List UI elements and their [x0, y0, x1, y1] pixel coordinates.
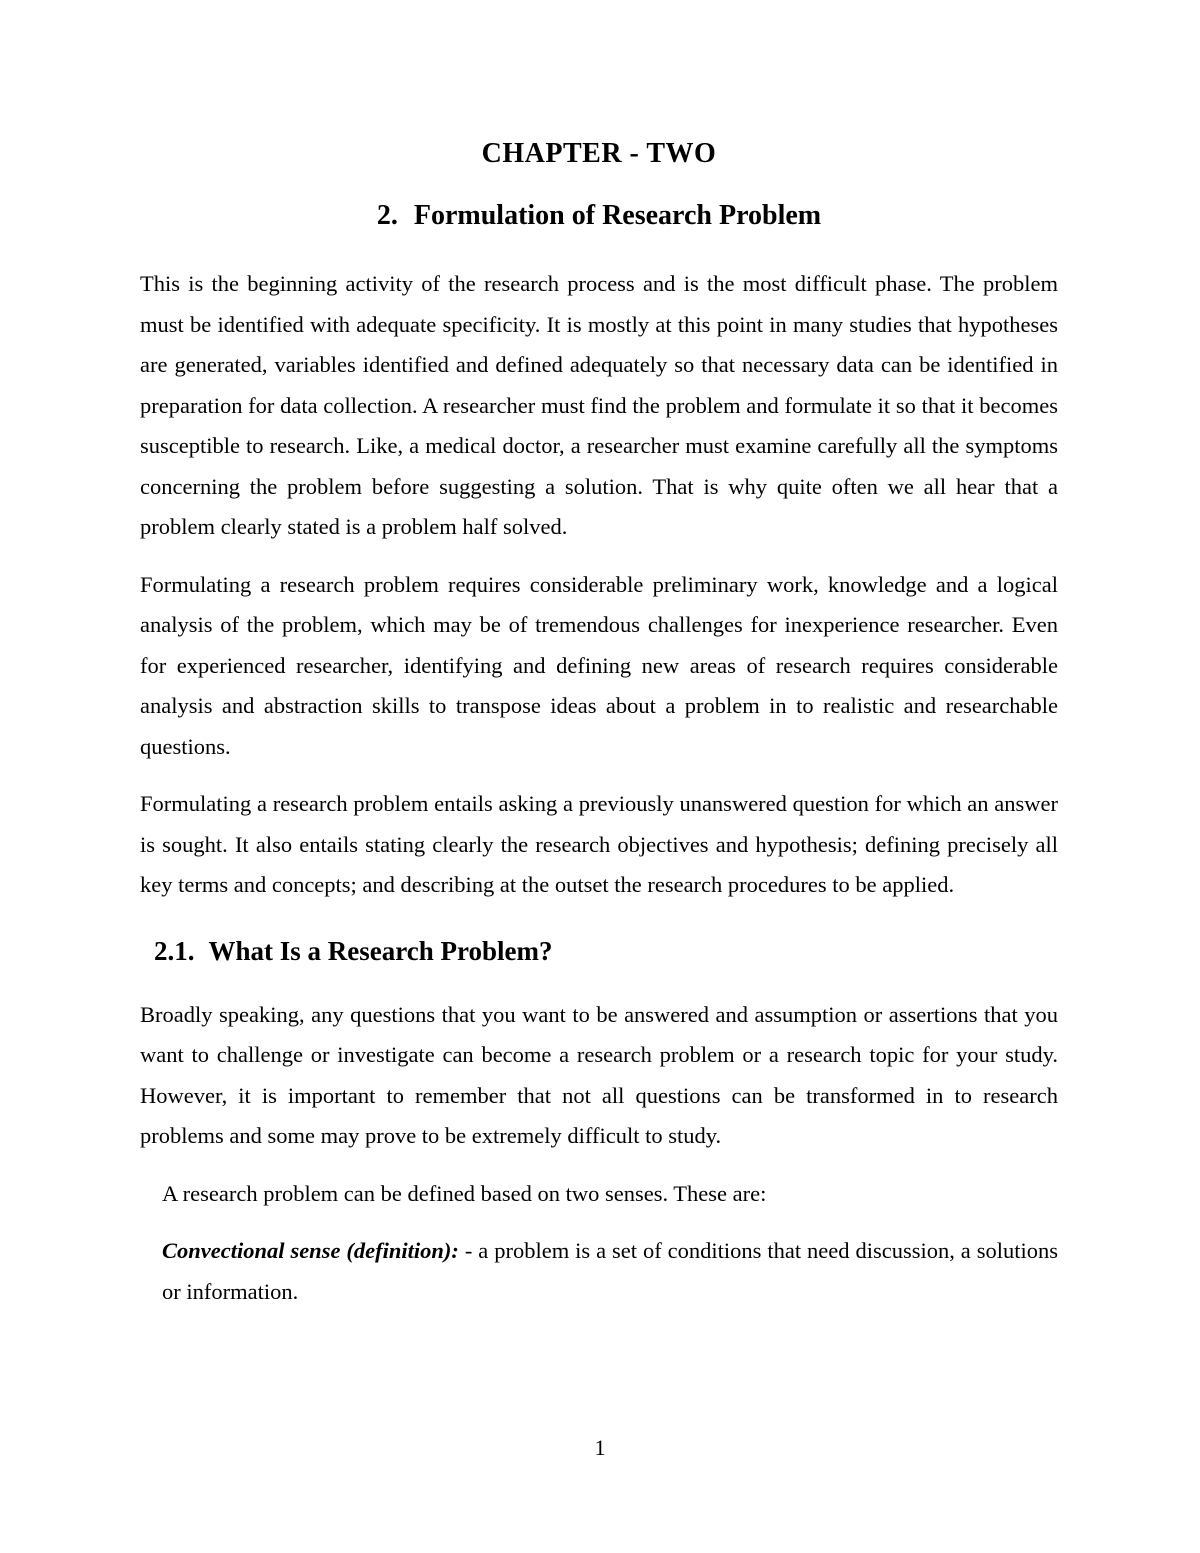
section-title: Formulation of Research Problem: [413, 200, 822, 231]
definition-term: Convectional sense (definition):: [162, 1238, 459, 1263]
section-number: 2.: [376, 200, 398, 231]
paragraph-formulating-requires: Formulating a research problem requires considerable preliminary work, knowledge and a logical analysis of the problem, which may be of tremendous challenges for inexperience researcher. Even for experienced researcher, identifying and defining new areas of research requires considerable analysis and abstraction skills to transpose ideas about a problem in to realistic and researchable questions.: [140, 571, 1058, 759]
paragraph-broadly-speaking: Broadly speaking, any questions that you want to be answered and assumption or assertions that you want to challenge or investigate can become a research problem or a research topic for your study. However, it is important to remember that not all questions can be transformed in to research problems and some may prove to be extremely difficult to study.: [140, 1001, 1058, 1148]
chapter-heading: CHAPTER - TWO: [481, 138, 717, 169]
subsection-heading: [140, 936, 1058, 967]
page-number: 1: [594, 1435, 606, 1460]
definition-text: - a problem is a set of conditions that need discussion, a solutions or information.: [162, 1238, 1058, 1304]
definition-paragraph: [162, 1231, 1058, 1312]
paragraph-intro: This is the beginning activity of the research process and is the most difficult phase. The problem must be identified with adequate specificity. It is mostly at this point in many studies that hypotheses are generated, variables identified and defined adequately so that necessary data can be identified in preparation for data collection. A researcher must find the problem and formulate it so that it becomes susceptible to research. Like, a medical doctor, a researcher must examine carefully all the symptoms concerning the problem before suggesting a solution. That is why quite often we all hear that a problem clearly stated is a problem half solved.: [140, 271, 1058, 539]
section-heading: [140, 200, 1058, 232]
subsection-number: 2.1.: [154, 935, 195, 966]
subsection-title: What Is a Research Problem?: [208, 935, 553, 966]
paragraph-formulating-entails: Formulating a research problem entails asking a previously unanswered question for which an answer is sought. It also entails stating clearly the research objectives and hypothesis; defining precisely all key terms and concepts; and describing at the outset the research procedures to be applied.: [140, 791, 1058, 897]
senses-intro-line: A research problem can be defined based on two senses. These are:: [162, 1180, 767, 1206]
